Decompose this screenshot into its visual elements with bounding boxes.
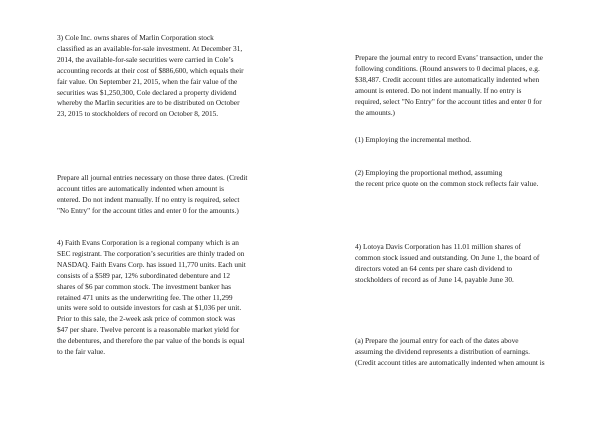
- text-line: fair value. On September 21, 2015, when the fair value of the: [57, 76, 238, 86]
- text-line: stockholders of record as of June 14, payable June 30.: [355, 274, 514, 284]
- text-line: entered. Do not indent manually. If no entry is required, select: [57, 194, 240, 204]
- question-3-intro: [57, 33, 244, 120]
- condition-incremental: [355, 135, 471, 146]
- text-line: to the fair value.: [57, 347, 106, 357]
- text-line: 3) Cole Inc. owns shares of Marlin Corporation stock: [57, 33, 214, 42]
- text-line: assuming the dividend represents a distribution of earnings.: [355, 346, 530, 356]
- text-line: Prior to this sale, the 2-week ask price of common stock was: [57, 314, 236, 324]
- text-line: accounting records at their cost of $886,600, which equals their: [57, 65, 244, 75]
- text-line: the amounts.): [355, 107, 395, 117]
- text-line: retained 471 units as the underwriting fee. The other 11,299: [57, 292, 233, 302]
- text-line: shares of $6 par common stock. The investment banker has: [57, 281, 232, 291]
- text-line: classified as an available-for-sale investment. At December 31,: [57, 43, 243, 53]
- text-line: Prepare the journal entry to record Evans’ transaction, under the: [355, 53, 543, 62]
- text-line: (a) Prepare the journal entry for each of the dates above: [355, 336, 519, 345]
- text-line: the debentures, and therefore the par value of the bonds is equal: [57, 336, 245, 346]
- text-line: amount is entered. Do not indent manually. If no entry is: [355, 85, 522, 95]
- text-line: account titles are automatically indented when amount is: [57, 183, 225, 193]
- text-line: SEC registrant. The corporation’s securities are thinly traded on: [57, 248, 245, 258]
- text-line: units were sold to outside investors for cash at $1,036 per unit.: [57, 303, 242, 313]
- part-a-instructions: [355, 336, 545, 369]
- text-line: (Credit account titles are automatically indented when amount is: [355, 357, 545, 367]
- question-3-instructions: [57, 173, 247, 217]
- text-line: (1) Employing the incremental method.: [355, 135, 472, 144]
- text-line: common stock issued and outstanding. On June 1, the board of: [355, 252, 540, 262]
- text-line: directors voted an 64 cents per share cash dividend to: [355, 263, 513, 273]
- text-line: required, select "No Entry" for the account titles and enter 0 for: [355, 96, 542, 106]
- text-line: "No Entry" for the account titles and enter 0 for the amounts.): [57, 205, 239, 215]
- text-line: Prepare all journal entries necessary on those three dates. (Credit: [57, 173, 248, 182]
- text-line: $47 per share. Twelve percent is a reasonable market yield for: [57, 325, 240, 335]
- question-4-faith-evans: [57, 238, 246, 358]
- text-line: whereby the Marlin securities are to be distributed on October: [57, 98, 240, 108]
- text-line: following conditions. (Round answers to 0 decimal places, e.g.: [355, 63, 540, 73]
- text-line: 2014, the available-for-sale securities were carried in Cole’s: [57, 54, 234, 64]
- text-line: NASDAQ. Faith Evans Corp. has issued 11,770 units. Each unit: [57, 259, 246, 269]
- text-line: 23, 2015 to stockholders of record on October 8, 2015.: [57, 109, 219, 119]
- evans-journal-instructions: [355, 53, 543, 118]
- text-line: 4) Lotoya Davis Corporation has 11.01 million shares of: [355, 242, 521, 251]
- condition-proportional: [355, 168, 538, 190]
- text-line: securities was $1,250,300, Cole declared a property dividend: [57, 87, 237, 97]
- text-line: consists of a $589 par, 12% subordinated debenture and 12: [57, 270, 231, 280]
- question-4-lotoya-davis: [355, 242, 539, 286]
- text-line: (2) Employing the proportional method, assuming: [355, 168, 503, 177]
- text-line: the recent price quote on the common stock reflects fair value.: [355, 178, 539, 188]
- text-line: $38,487. Credit account titles are automatically indented when: [355, 74, 540, 84]
- text-line: 4) Faith Evans Corporation is a regional company which is an: [57, 238, 239, 247]
